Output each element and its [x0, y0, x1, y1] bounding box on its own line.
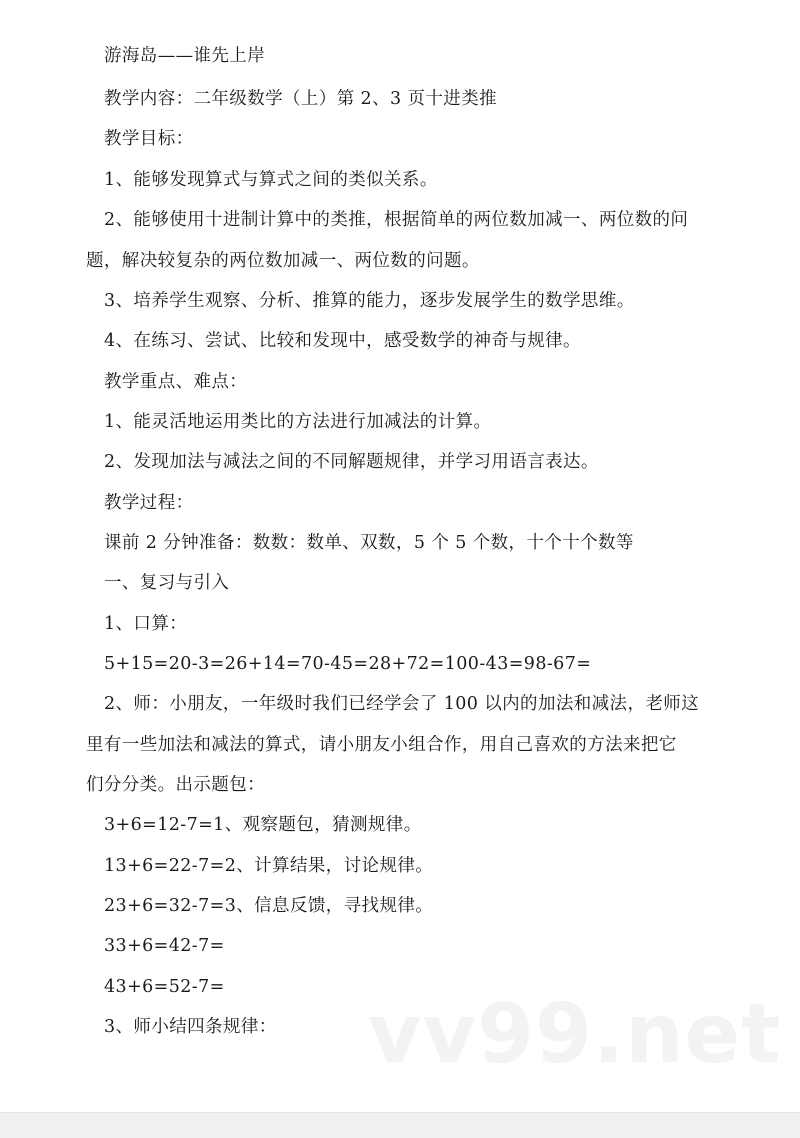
teaching-content-line: 教学内容：二年级数学（上）第 2、3 页十进类推 [104, 89, 497, 109]
section-heading-review: 一、复习与引入 [104, 573, 230, 593]
arithmetic-line: 43+6=52-7= [104, 977, 225, 997]
arithmetic-line: 3+6=12-7=1、观察题包，猜测规律。 [104, 815, 422, 835]
arithmetic-line: 23+6=32-7=3、信息反馈，寻找规律。 [104, 896, 434, 916]
process-item: 2、师：小朋友，一年级时我们已经学会了 100 以内的加法和减法，老师这 [104, 694, 700, 714]
pre-class-line: 课前 2 分钟准备：数数：数单、双数，5 个 5 个数，十个十个数等 [104, 533, 634, 553]
arithmetic-line: 5+15=20-3=26+14=70-45=28+72=100-43=98-67= [104, 654, 592, 674]
objective-item: 4、在练习、尝试、比较和发现中，感受数学的神奇与规律。 [104, 331, 581, 351]
objective-item: 3、培养学生观察、分析、推算的能力，逐步发展学生的数学思维。 [104, 291, 635, 311]
section-heading-objectives: 教学目标： [104, 129, 194, 149]
watermark: vv99.net [368, 987, 782, 1082]
key-point-item: 1、能灵活地运用类比的方法进行加减法的计算。 [104, 412, 492, 432]
bottom-bar [0, 1112, 800, 1138]
objective-item-continued: 题，解决较复杂的两位数加减一、两位数的问题。 [86, 251, 480, 271]
document-title: 游海岛——谁先上岸 [104, 46, 266, 66]
process-item: 3、师小结四条规律： [104, 1017, 277, 1037]
section-heading-key-points: 教学重点、难点： [104, 372, 248, 392]
objective-item: 1、能够发现算式与算式之间的类似关系。 [104, 170, 438, 190]
arithmetic-line: 33+6=42-7= [104, 936, 225, 956]
process-item: 1、口算： [104, 614, 188, 634]
arithmetic-line: 13+6=22-7=2、计算结果，讨论规律。 [104, 856, 434, 876]
section-heading-process: 教学过程： [104, 493, 194, 513]
process-item-continued: 里有一些加法和减法的算式，请小朋友小组合作，用自己喜欢的方法来把它 [86, 735, 677, 755]
process-item-continued: 们分分类。出示题包： [86, 775, 265, 795]
objective-item: 2、能够使用十进制计算中的类推，根据简单的两位数加减一、两位数的问 [104, 210, 689, 230]
key-point-item: 2、发现加法与减法之间的不同解题规律，并学习用语言表达。 [104, 452, 599, 472]
